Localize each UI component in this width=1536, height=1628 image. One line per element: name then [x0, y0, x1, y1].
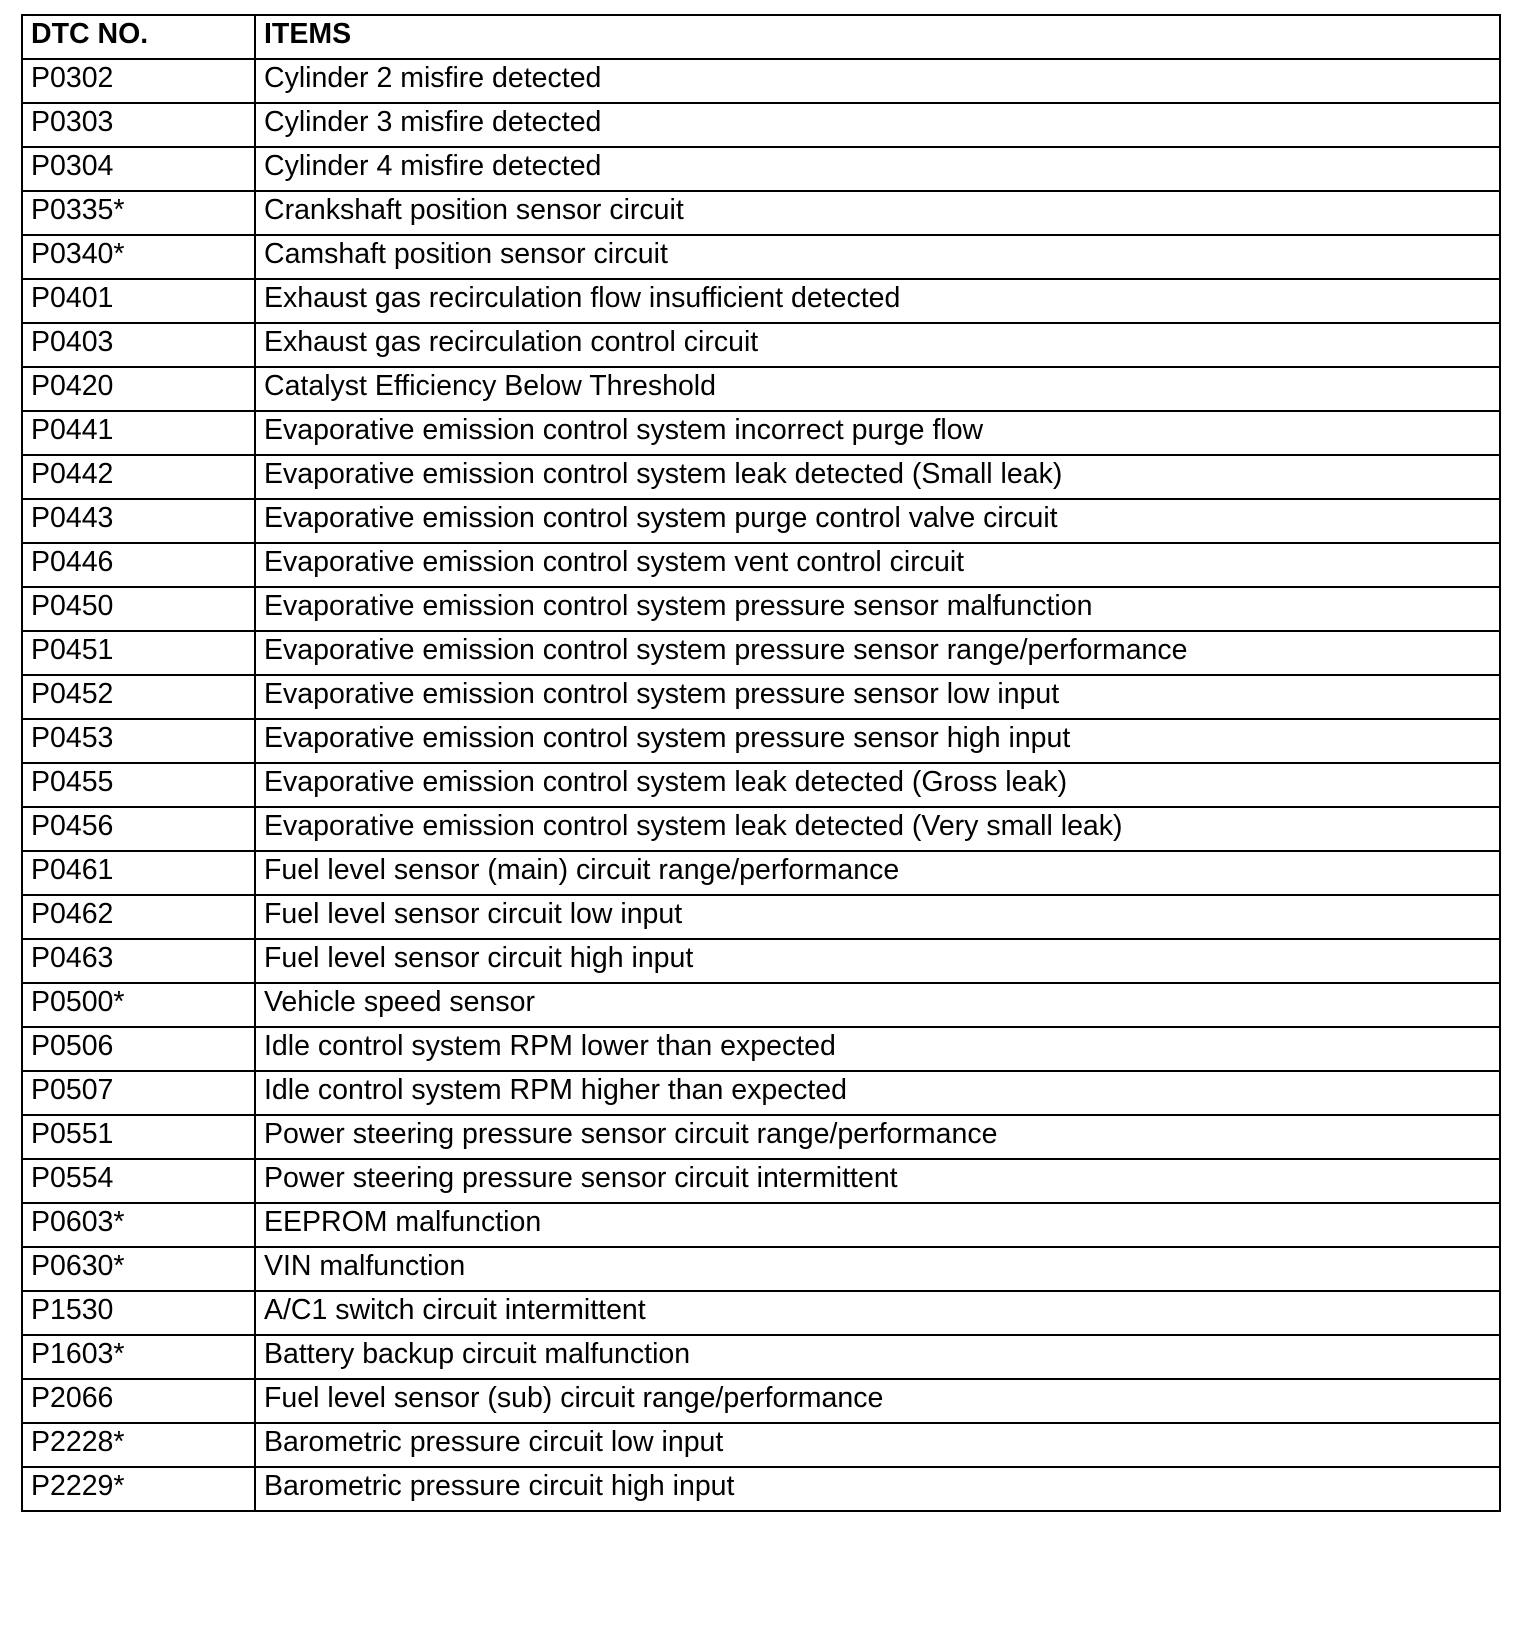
dtc-code-cell: P0443 — [22, 499, 255, 543]
dtc-code-cell: P0452 — [22, 675, 255, 719]
table-row — [22, 1159, 1500, 1203]
table-row — [22, 279, 1500, 323]
dtc-code-cell: P0451 — [22, 631, 255, 675]
dtc-item-cell: Evaporative emission control system leak detected (Gross leak) — [255, 763, 1500, 807]
dtc-item-cell: Evaporative emission control system leak detected (Small leak) — [255, 455, 1500, 499]
dtc-code-cell: P0335* — [22, 191, 255, 235]
dtc-item-cell: Evaporative emission control system incorrect purge flow — [255, 411, 1500, 455]
table-row — [22, 763, 1500, 807]
dtc-item-cell: Power steering pressure sensor circuit intermittent — [255, 1159, 1500, 1203]
dtc-code-cell: P2228* — [22, 1423, 255, 1467]
dtc-item-cell: Evaporative emission control system leak detected (Very small leak) — [255, 807, 1500, 851]
dtc-item-cell: Fuel level sensor circuit high input — [255, 939, 1500, 983]
dtc-code-cell: P0420 — [22, 367, 255, 411]
table-row — [22, 543, 1500, 587]
dtc-item-cell: Evaporative emission control system pressure sensor low input — [255, 675, 1500, 719]
table-row — [22, 895, 1500, 939]
table-row — [22, 1379, 1500, 1423]
dtc-item-cell: Exhaust gas recirculation control circuit — [255, 323, 1500, 367]
dtc-code-cell: P1603* — [22, 1335, 255, 1379]
dtc-item-cell: Power steering pressure sensor circuit range/performance — [255, 1115, 1500, 1159]
dtc-code-cell: P0303 — [22, 103, 255, 147]
dtc-item-cell: Cylinder 3 misfire detected — [255, 103, 1500, 147]
table-row — [22, 1335, 1500, 1379]
dtc-code-cell: P0340* — [22, 235, 255, 279]
table-row — [22, 1203, 1500, 1247]
dtc-code-cell: P1530 — [22, 1291, 255, 1335]
header-items: ITEMS — [255, 15, 1500, 59]
dtc-code-cell: P0554 — [22, 1159, 255, 1203]
table-row — [22, 983, 1500, 1027]
dtc-code-cell: P0304 — [22, 147, 255, 191]
dtc-code-cell: P0450 — [22, 587, 255, 631]
dtc-item-cell: A/C1 switch circuit intermittent — [255, 1291, 1500, 1335]
dtc-item-cell: Vehicle speed sensor — [255, 983, 1500, 1027]
dtc-code-cell: P0500* — [22, 983, 255, 1027]
table-row — [22, 455, 1500, 499]
table-row — [22, 719, 1500, 763]
dtc-item-cell: Fuel level sensor (sub) circuit range/performance — [255, 1379, 1500, 1423]
dtc-item-cell: EEPROM malfunction — [255, 1203, 1500, 1247]
table-row — [22, 191, 1500, 235]
table-row — [22, 851, 1500, 895]
dtc-item-cell: Evaporative emission control system vent control circuit — [255, 543, 1500, 587]
dtc-item-cell: Evaporative emission control system pressure sensor high input — [255, 719, 1500, 763]
dtc-item-cell: Barometric pressure circuit high input — [255, 1467, 1500, 1511]
dtc-code-cell: P0446 — [22, 543, 255, 587]
table-row — [22, 939, 1500, 983]
dtc-item-cell: Evaporative emission control system pressure sensor range/performance — [255, 631, 1500, 675]
dtc-item-cell: Camshaft position sensor circuit — [255, 235, 1500, 279]
dtc-item-cell: Exhaust gas recirculation flow insufficient detected — [255, 279, 1500, 323]
table-row — [22, 1247, 1500, 1291]
table-row — [22, 1291, 1500, 1335]
dtc-code-cell: P0455 — [22, 763, 255, 807]
table-row — [22, 675, 1500, 719]
table-row — [22, 1467, 1500, 1511]
dtc-code-cell: P0462 — [22, 895, 255, 939]
table-row — [22, 323, 1500, 367]
table-row — [22, 631, 1500, 675]
dtc-item-cell: Evaporative emission control system purge control valve circuit — [255, 499, 1500, 543]
table-row — [22, 103, 1500, 147]
dtc-item-cell: Crankshaft position sensor circuit — [255, 191, 1500, 235]
dtc-code-cell: P0630* — [22, 1247, 255, 1291]
table-row — [22, 235, 1500, 279]
table-body — [22, 59, 1500, 1511]
table-row — [22, 367, 1500, 411]
header-row — [22, 15, 1500, 59]
dtc-item-cell: Catalyst Efficiency Below Threshold — [255, 367, 1500, 411]
dtc-code-cell: P0456 — [22, 807, 255, 851]
table-row — [22, 59, 1500, 103]
dtc-code-cell: P0401 — [22, 279, 255, 323]
table-row — [22, 411, 1500, 455]
dtc-code-cell: P0463 — [22, 939, 255, 983]
table-row — [22, 1071, 1500, 1115]
dtc-item-cell: Barometric pressure circuit low input — [255, 1423, 1500, 1467]
dtc-item-cell: Fuel level sensor (main) circuit range/performance — [255, 851, 1500, 895]
dtc-item-cell: Battery backup circuit malfunction — [255, 1335, 1500, 1379]
dtc-item-cell: Evaporative emission control system pressure sensor malfunction — [255, 587, 1500, 631]
table-row — [22, 807, 1500, 851]
dtc-code-cell: P0506 — [22, 1027, 255, 1071]
dtc-code-cell: P0603* — [22, 1203, 255, 1247]
table-header — [22, 15, 1500, 59]
dtc-item-cell: VIN malfunction — [255, 1247, 1500, 1291]
table-row — [22, 587, 1500, 631]
dtc-code-cell: P0461 — [22, 851, 255, 895]
dtc-item-cell: Fuel level sensor circuit low input — [255, 895, 1500, 939]
dtc-table — [21, 14, 1501, 1512]
table-row — [22, 1115, 1500, 1159]
header-dtc-no: DTC NO. — [22, 15, 255, 59]
table-row — [22, 1027, 1500, 1071]
dtc-code-cell: P0441 — [22, 411, 255, 455]
dtc-code-cell: P0403 — [22, 323, 255, 367]
dtc-code-cell: P0453 — [22, 719, 255, 763]
dtc-item-cell: Idle control system RPM lower than expected — [255, 1027, 1500, 1071]
dtc-code-cell: P0442 — [22, 455, 255, 499]
dtc-item-cell: Idle control system RPM higher than expected — [255, 1071, 1500, 1115]
dtc-code-cell: P0551 — [22, 1115, 255, 1159]
dtc-code-cell: P0507 — [22, 1071, 255, 1115]
table-row — [22, 147, 1500, 191]
dtc-code-cell: P0302 — [22, 59, 255, 103]
table-row — [22, 499, 1500, 543]
table-row — [22, 1423, 1500, 1467]
dtc-code-cell: P2229* — [22, 1467, 255, 1511]
dtc-code-cell: P2066 — [22, 1379, 255, 1423]
dtc-item-cell: Cylinder 4 misfire detected — [255, 147, 1500, 191]
dtc-item-cell: Cylinder 2 misfire detected — [255, 59, 1500, 103]
